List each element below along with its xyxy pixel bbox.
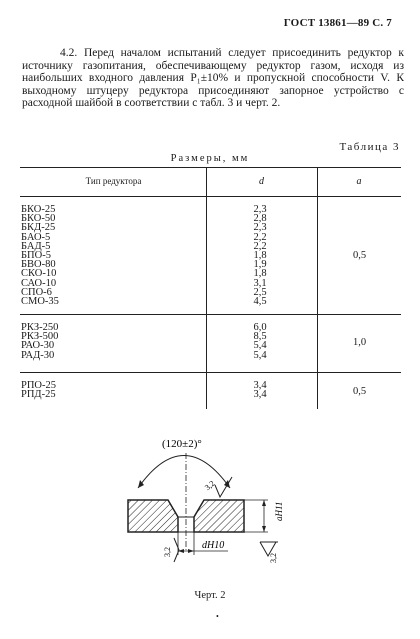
paragraph-4-2: 4.2. Перед началом испытаний следует присоединить редуктор к источнику газопитания, обеспечивающему редуктор газом, исходя из наибольших входного давления P₁±10% и пропускной способности V. К выходному штуцеру редуктора присоединяют запорное устройство с расходной шайбой в соответствии с табл. 3 и черт. 2.	[22, 47, 404, 110]
section-right	[194, 500, 244, 532]
table-header-rule	[20, 196, 401, 197]
header-d: d	[259, 176, 264, 187]
table-top-rule	[20, 167, 401, 168]
a-value-group-2: 1,0	[352, 337, 367, 348]
figure-caption: Черт. 2	[194, 590, 226, 601]
types-group-1: БКО-25 БКО-50 БКД-25 БАО-5 БАД-5 БПО-5 БВО-80 СКО-10 САО-10 СПО-6 СМО-35	[21, 204, 59, 308]
svg-text:aH11: aH11	[274, 501, 284, 521]
table-title: Размеры, мм	[170, 153, 250, 164]
table-group-rule	[20, 314, 401, 315]
washer-drawing	[100, 425, 310, 575]
angle-arc	[138, 456, 230, 489]
types-group-2: РКЗ-250 РКЗ-500 РАО-30 РАД-30	[21, 322, 59, 361]
table-column-divider	[317, 167, 318, 409]
types-group-3: РПО-25 РПД-25	[21, 380, 57, 401]
table-caption: Таблица 3	[339, 141, 400, 153]
svg-text:dH10: dH10	[202, 540, 225, 551]
a-value-group-3: 0,5	[352, 386, 367, 397]
d-values-group-3: 3,4 3,4	[253, 380, 267, 401]
svg-text:3,2: 3,2	[203, 478, 217, 493]
a-value-group-1: 0,5	[352, 250, 367, 261]
svg-text:3,2: 3,2	[163, 547, 172, 557]
svg-text:3,2: 3,2	[269, 553, 278, 563]
page-header: ГОСТ 13861—89 С. 7	[283, 17, 392, 29]
header-type: Тип редуктора	[85, 176, 142, 186]
table-group-rule	[20, 372, 401, 373]
angle-label: (120±2)°	[162, 438, 202, 450]
header-a: a	[356, 176, 362, 187]
d-values-group-1: 2,3 2,8 2,3 2,2 2,2 1,8 1,9 1,8 3,1 2,5 4,5	[253, 204, 267, 308]
footer-mark: •	[216, 612, 219, 621]
section-left	[128, 500, 178, 532]
d-values-group-2: 6,0 8,5 5,4 5,4	[253, 322, 267, 361]
